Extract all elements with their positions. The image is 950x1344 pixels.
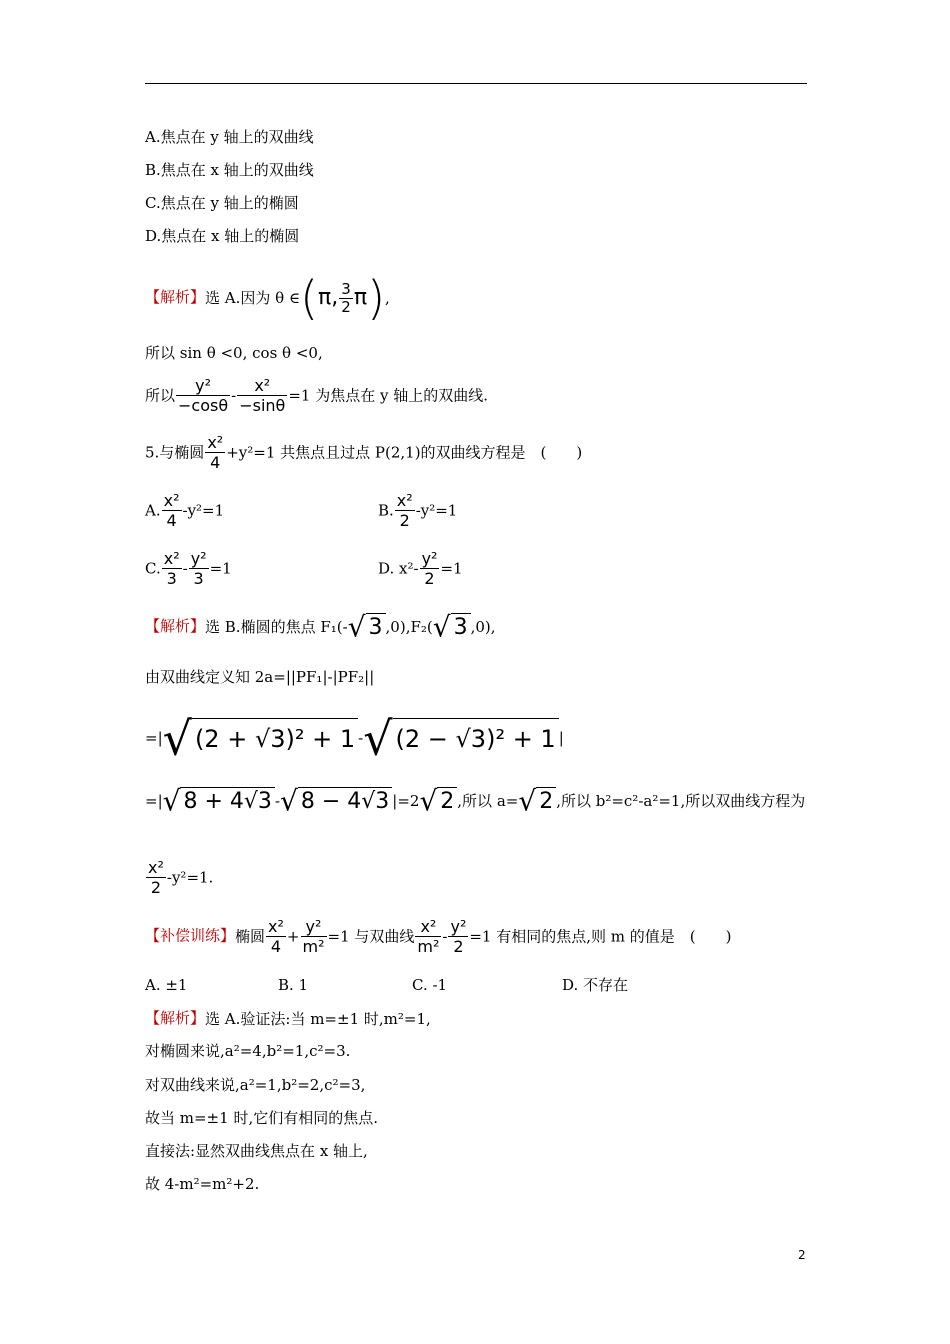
sqrt-8-plus: √ 8 + 4√3 <box>163 783 275 820</box>
q4-option-c: C.焦点在 y 轴上的椭圆 <box>145 194 299 212</box>
sol-bc-line6: 故 4-m²=m²+2. <box>145 1175 260 1193</box>
page-number: 2 <box>798 1248 806 1262</box>
q4-option-d: D.焦点在 x 轴上的椭圆 <box>145 227 300 245</box>
sol5-line1: 【解析】选 B.椭圆的焦点 F₁(-√ 3 ,0),F₂(√ 3 ,0), <box>145 610 496 644</box>
q5-option-b: B. $\frac{\text{x²}}{2}$ -y²=1 <box>378 491 458 530</box>
q5-option-c: C. $\frac{\text{x²}}{3}$ - $\frac{\text{y²}}{3}$ =1 <box>145 549 232 588</box>
sqrt-expr-2: √ (2 − √3)² + 1 <box>363 713 559 764</box>
three-halves: $\frac{3}{2}$ <box>341 279 351 316</box>
q5-option-a: A. $\frac{\text{x²}}{4}$ -y²=1 <box>145 491 225 530</box>
sqrt-3-left: √ 3 <box>348 611 386 644</box>
bc-option-a: A. ±1 <box>145 976 188 994</box>
sol5-line3: =|√ (2 + √3)² + 1 -√ (2 − √3)² + 1 | <box>145 711 564 766</box>
sqrt-2-b: √ 2 <box>518 783 556 820</box>
sqrt-3-right: √ 3 <box>433 611 471 644</box>
left-paren: ( <box>300 271 319 325</box>
right-paren: ) <box>367 271 386 325</box>
sqrt-8-minus: √ 8 − 4√3 <box>280 783 392 820</box>
sol5-line2: 由双曲线定义知 2a=||PF₁|-|PF₂|| <box>145 668 375 686</box>
sol-bc-line4: 故当 m=±1 时,它们有相同的焦点. <box>145 1109 378 1127</box>
sol5-answer: $\frac{\text{x²}}{2}$ -y²=1. <box>148 858 214 897</box>
q5-stem: 5.与椭圆 $\frac{\text{x²}}{4}$ +y²=1 共焦点且过点 P(2,1)的双曲线方程是 ( ) <box>145 433 583 472</box>
sol-bc-line2: 对椭圆来说,a²=4,b²=1,c²=3. <box>145 1042 351 1060</box>
sol5-line4: =|√ 8 + 4√3 -√ 8 − 4√3 |=2√ 2 ,所以 a=√ 2 ,所以 b²=c²-a²=1,所以双曲线方程为 <box>145 784 806 818</box>
bc-stem: 【补偿训练】椭圆 $\frac{\text{x²}}{4}$ + $\frac{\text{y²}}{\text{m²}}$ =1 与双曲线 $\frac{\text{x²}}{\text{m²}}$ - $\frac{\text{y²}}{2}$ =1 有相同的焦点,则 m 的值是 ( ) <box>145 917 732 956</box>
sol-bc-line1: 【解析】选 A.验证法:当 m=±1 时,m²=1, <box>145 1009 431 1028</box>
bc-option-b: B. 1 <box>278 976 309 994</box>
sol4-line1: 【解析】选 A.因为 θ ∈(π, $\frac{3}{2}$ π), <box>145 271 390 325</box>
sol-bc-line5: 直接法:显然双曲线焦点在 x 轴上, <box>145 1142 368 1160</box>
header-rule <box>145 83 807 84</box>
sol4-line2: 所以 sin θ <0, cos θ <0, <box>145 344 323 362</box>
bc-option-d: D. 不存在 <box>562 976 629 994</box>
bc-option-c: C. -1 <box>412 976 448 994</box>
fraction-y2-cos: $\frac{\text{y²}}{-\cos\theta}$ <box>178 376 229 415</box>
q5-option-d: D. x²- $\frac{\text{y²}}{2}$ =1 <box>378 549 463 588</box>
q4-option-a: A.焦点在 y 轴上的双曲线 <box>145 128 314 146</box>
sqrt-expr-1: √ (2 + √3)² + 1 <box>163 713 359 764</box>
sol-bc-line3: 对双曲线来说,a²=1,b²=2,c²=3, <box>145 1076 366 1094</box>
sol4-line3: 所以 $\frac{\text{y²}}{-\cos\theta}$ - $\frac{\text{x²}}{-\sin\theta}$ =1 为焦点在 y 轴上的双曲线. <box>145 376 489 415</box>
fraction-x2-sin: $\frac{\text{x²}}{-\sin\theta}$ <box>239 376 286 415</box>
analysis-tag: 【解析】 <box>145 288 206 306</box>
q4-option-b: B.焦点在 x 轴上的双曲线 <box>145 161 314 179</box>
sqrt-2-a: √ 2 <box>419 783 457 820</box>
